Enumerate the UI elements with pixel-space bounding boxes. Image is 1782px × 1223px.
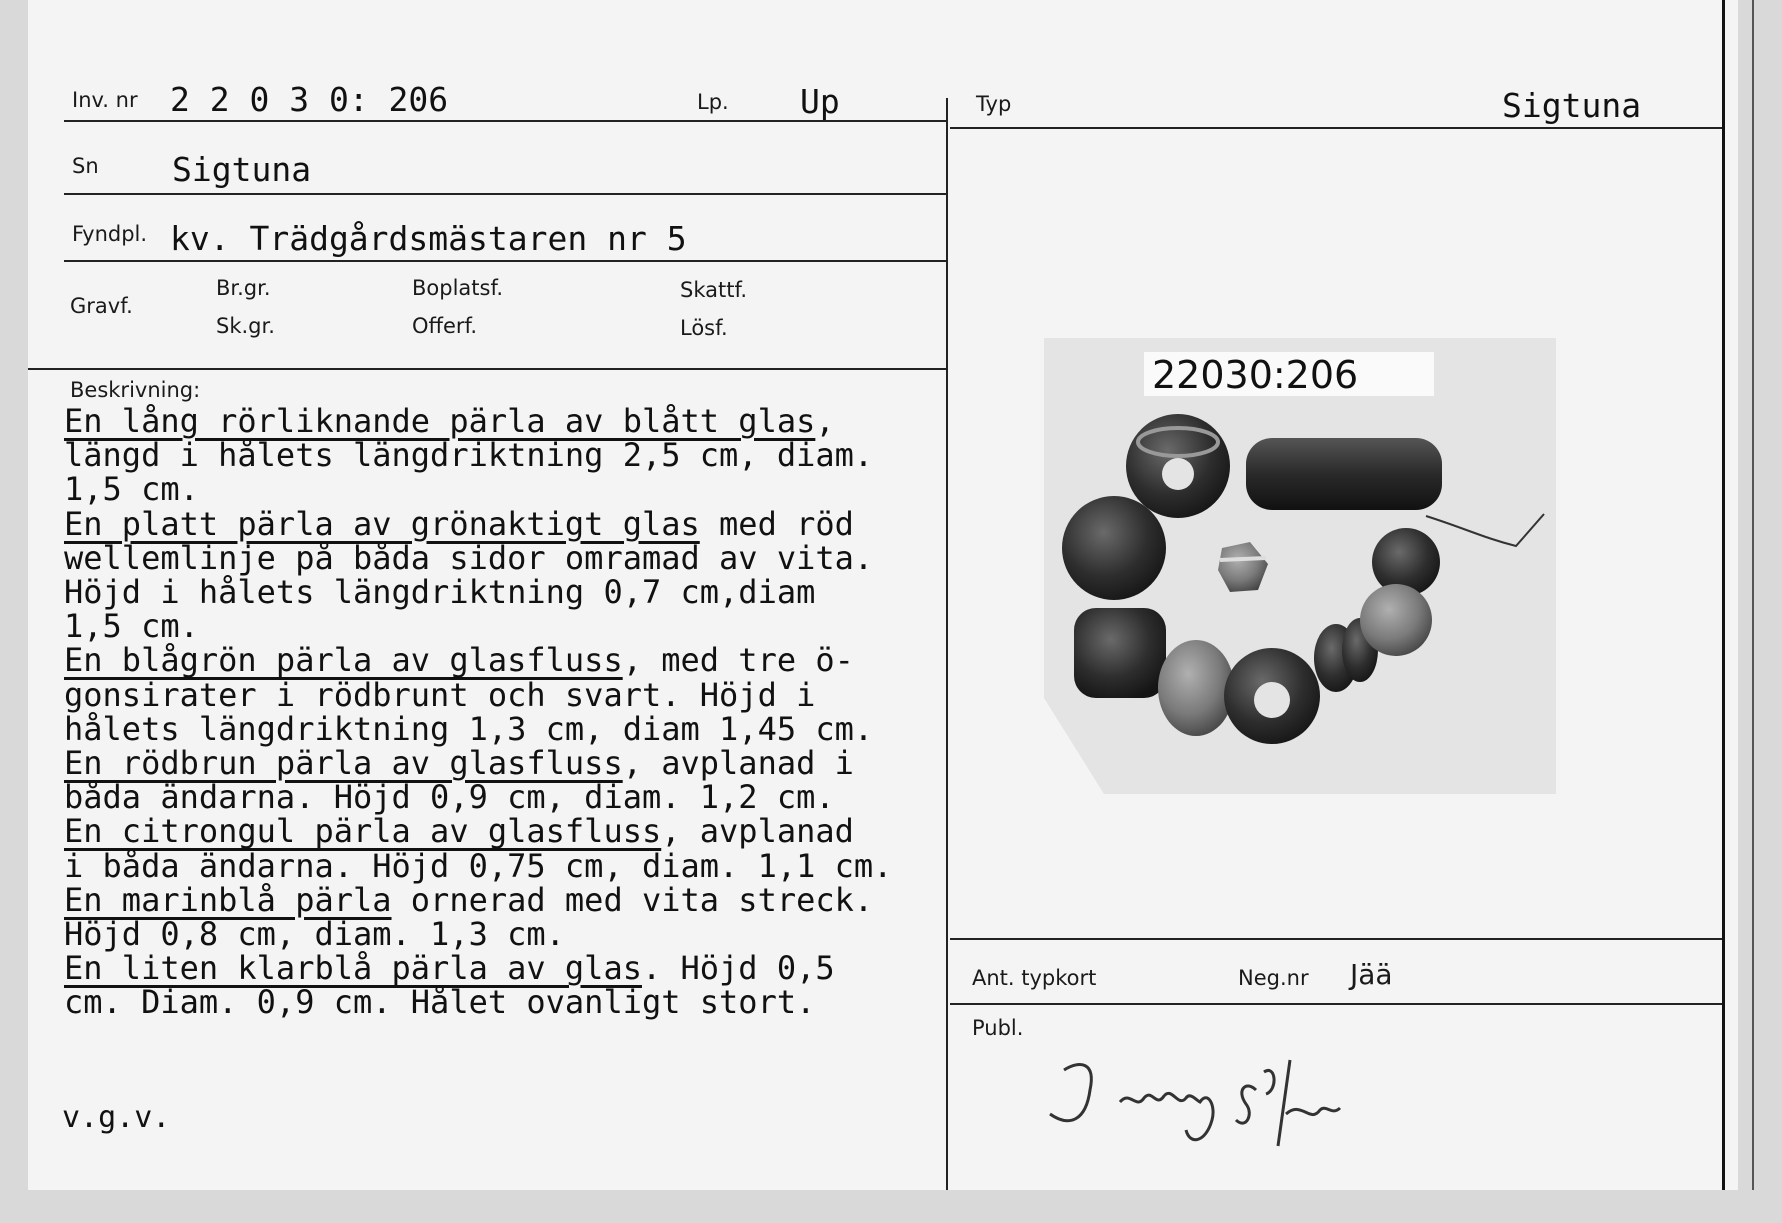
large-bead bbox=[1062, 496, 1166, 600]
losf-label: Lösf. bbox=[680, 316, 728, 340]
card-right-edge-2 bbox=[1752, 0, 1754, 1190]
description-line bbox=[64, 470, 964, 509]
handwritten-signature bbox=[1040, 1050, 1420, 1160]
vgv-note: v.g.v. bbox=[62, 1100, 171, 1135]
skattf-label: Skattf. bbox=[680, 278, 747, 302]
fyndpl-label: Fyndpl. bbox=[72, 222, 148, 246]
skgr-label: Sk.gr. bbox=[216, 314, 275, 338]
inv-value: 2 2 0 3 0: 206 bbox=[170, 80, 449, 119]
description-rest: Höjd 0,8 cm, diam. 1,3 cm. bbox=[64, 915, 565, 954]
description-line bbox=[64, 573, 964, 612]
offerf-label: Offerf. bbox=[412, 314, 478, 338]
description-line bbox=[64, 607, 964, 646]
typ-label: Typ bbox=[976, 92, 1012, 116]
description-rest: hålets längdriktning 1,3 cm, diam 1,45 cm. bbox=[64, 709, 874, 748]
description-line bbox=[64, 641, 964, 680]
boplatsf-label: Boplatsf. bbox=[412, 276, 504, 300]
description-rest: gonsirater i rödbrunt och svart. Höjd i bbox=[64, 675, 816, 714]
description-line bbox=[64, 504, 964, 543]
typ-value: Sigtuna bbox=[1502, 86, 1642, 125]
rule-gravf bbox=[28, 368, 946, 370]
grey-bead bbox=[1360, 584, 1432, 656]
card-right-edge bbox=[1722, 0, 1725, 1190]
rule-fyndpl bbox=[64, 260, 946, 262]
description-rest: ornerad med vita streck. bbox=[391, 880, 874, 919]
description-line bbox=[64, 915, 964, 954]
fyndpl-value: kv. Trädgårdsmästaren nr 5 bbox=[170, 219, 687, 258]
description-underlined: En liten klarblå pärla av glas bbox=[64, 949, 642, 988]
rule-neg bbox=[950, 1003, 1722, 1005]
description-rest: längd i hålets längdriktning 2,5 cm, diam. bbox=[64, 436, 874, 475]
ant-typkort-label: Ant. typkort bbox=[972, 966, 1097, 990]
description-underlined: En lång rörliknande pärla av blått glas bbox=[64, 402, 816, 440]
pale-bead bbox=[1158, 640, 1234, 736]
gravf-label: Gravf. bbox=[70, 294, 133, 318]
description-line bbox=[64, 436, 964, 475]
description-underlined: En blågrön pärla av glasfluss bbox=[64, 641, 623, 680]
description-line bbox=[64, 949, 964, 988]
description-line bbox=[64, 744, 964, 783]
description-rest: , avplanad bbox=[661, 812, 854, 851]
description-underlined: En citrongul pärla av glasfluss bbox=[64, 812, 662, 851]
description-line bbox=[64, 778, 964, 817]
description-rest: 1,5 cm. bbox=[64, 607, 199, 646]
inv-label: Inv. nr bbox=[72, 88, 138, 112]
lp-label: Lp. bbox=[697, 90, 729, 114]
photo-label-text: 22030:206 bbox=[1152, 353, 1359, 397]
description-rest: cm. Diam. 0,9 cm. Hålet ovanligt stort. bbox=[64, 983, 816, 1022]
brgr-label: Br.gr. bbox=[216, 276, 271, 300]
description-rest: , bbox=[815, 402, 835, 440]
description-underlined: En platt pärla av grönaktigt glas bbox=[64, 504, 700, 543]
description-line bbox=[64, 812, 964, 851]
rule-ant bbox=[950, 938, 1722, 940]
negnr-value: Jää bbox=[1350, 958, 1393, 991]
description-rest: båda ändarna. Höjd 0,9 cm, diam. 1,2 cm. bbox=[64, 778, 835, 817]
description-rest: 1,5 cm. bbox=[64, 470, 199, 509]
description-line bbox=[64, 880, 964, 919]
sn-value: Sigtuna bbox=[172, 150, 312, 189]
rule-typ bbox=[950, 127, 1722, 129]
description-rest: . Höjd 0,5 bbox=[641, 949, 835, 988]
description-rest: wellemlinje på båda sidor omramad av vita. bbox=[64, 538, 874, 577]
beskrivning-label: Beskrivning: bbox=[70, 378, 201, 402]
negnr-label: Neg.nr bbox=[1238, 966, 1309, 990]
description-line bbox=[64, 675, 964, 714]
description-rest: i båda ändarna. Höjd 0,75 cm, diam. 1,1 cm. bbox=[64, 846, 893, 885]
description-line bbox=[64, 846, 964, 885]
rule-sn bbox=[64, 193, 946, 195]
description-underlined: En rödbrun pärla av glasfluss bbox=[64, 744, 623, 783]
description-line bbox=[64, 404, 964, 438]
description-rest: Höjd i hålets längdriktning 0,7 cm,diam bbox=[64, 573, 816, 612]
cylinder-bead bbox=[1074, 608, 1166, 698]
description-line bbox=[64, 538, 964, 577]
description-underlined: En marinblå pärla bbox=[64, 880, 392, 919]
description-text bbox=[64, 404, 964, 1020]
description-rest: , avplanad i bbox=[622, 744, 854, 783]
lp-value: Up bbox=[800, 82, 840, 121]
tube-bead bbox=[1246, 438, 1442, 510]
description-line bbox=[64, 983, 964, 1022]
beads-photo bbox=[1044, 338, 1556, 794]
sn-label: Sn bbox=[72, 154, 99, 178]
description-rest: , med tre ö- bbox=[622, 641, 854, 680]
description-rest: med röd bbox=[699, 504, 854, 543]
publ-label: Publ. bbox=[972, 1016, 1024, 1040]
description-line bbox=[64, 709, 964, 748]
